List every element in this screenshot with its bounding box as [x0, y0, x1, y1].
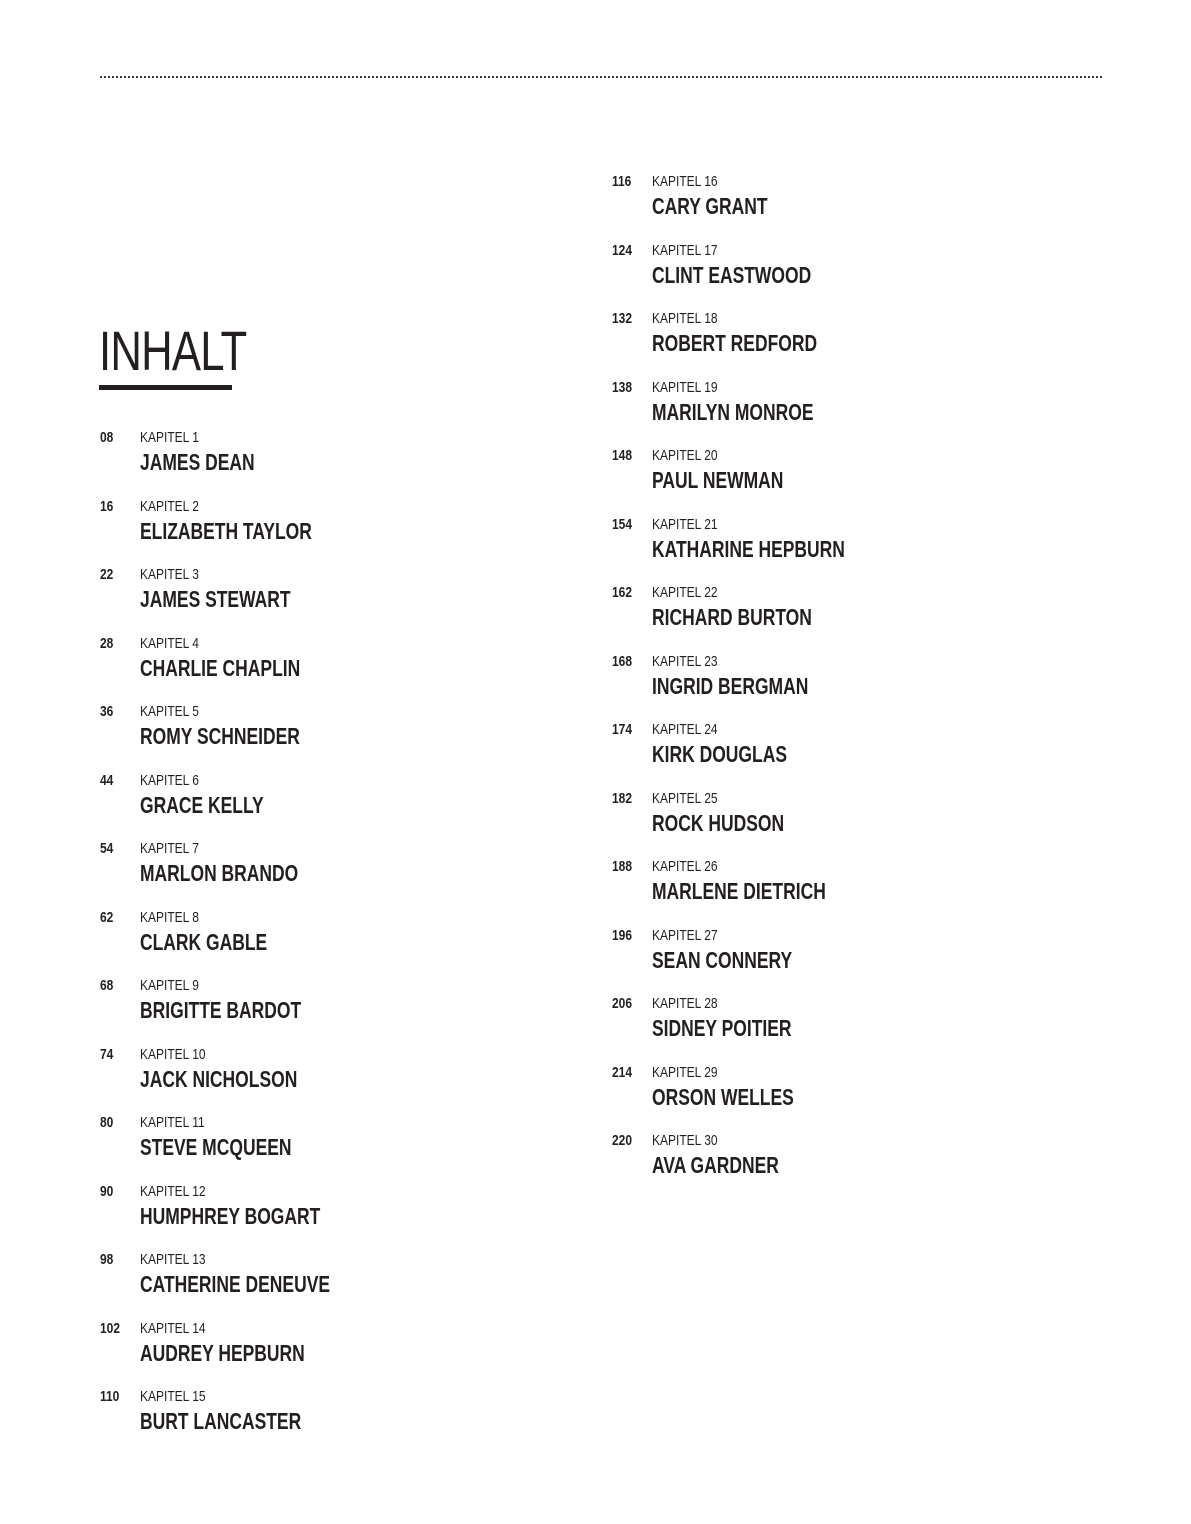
toc-chapter-label: KAPITEL 23	[652, 652, 718, 670]
toc-chapter-label: KAPITEL 9	[140, 977, 199, 994]
toc-chapter-label: KAPITEL 2	[140, 497, 199, 515]
toc-chapter-name: SIDNEY POITIER	[652, 1015, 792, 1041]
toc-page-number: 214	[612, 1063, 633, 1081]
toc-page-number: 102	[100, 1319, 121, 1337]
toc-page-number: 116	[612, 173, 632, 190]
title-block	[99, 319, 288, 390]
toc-chapter-name: MARILYN MONROE	[652, 398, 814, 425]
toc-page-number: 74	[100, 1045, 114, 1063]
title-underline	[99, 385, 232, 390]
toc-chapter-label: KAPITEL 18	[652, 310, 718, 327]
toc-page-number: 162	[612, 584, 633, 601]
toc-chapter-label: KAPITEL 16	[652, 173, 718, 190]
toc-chapter-label: KAPITEL 13	[140, 1251, 206, 1268]
toc-chapter-label: KAPITEL 14	[140, 1319, 206, 1337]
toc-chapter-label: KAPITEL 19	[652, 378, 718, 396]
toc-page-number: 08	[100, 429, 114, 446]
toc-page-number: 110	[100, 1388, 120, 1405]
toc-chapter-name: BURT LANCASTER	[140, 1408, 302, 1434]
toc-page-number: 206	[612, 995, 633, 1012]
toc-chapter-label: KAPITEL 26	[652, 858, 718, 875]
toc-chapter-label: KAPITEL 17	[652, 241, 718, 259]
toc-chapter-name: ELIZABETH TAYLOR	[140, 517, 312, 544]
toc-page-number: 22	[100, 566, 114, 583]
toc-chapter-name: STEVE MCQUEEN	[140, 1134, 292, 1160]
toc-chapter-label: KAPITEL 21	[652, 515, 718, 533]
toc-page-number: 90	[100, 1182, 114, 1200]
toc-page-number: 124	[612, 241, 633, 259]
toc-chapter-name: MARLENE DIETRICH	[652, 878, 826, 904]
toc-chapter-name: ROCK HUDSON	[652, 809, 785, 836]
toc-chapter-label: KAPITEL 29	[652, 1063, 718, 1081]
toc-page-number: 68	[100, 977, 114, 994]
toc-page-number: 188	[612, 858, 633, 875]
toc-chapter-name: BRIGITTE BARDOT	[140, 997, 302, 1023]
toc-chapter-name: CHARLIE CHAPLIN	[140, 654, 301, 681]
toc-chapter-name: PAUL NEWMAN	[652, 467, 784, 493]
top-dotted-rule	[100, 76, 1102, 78]
toc-chapter-name: CLINT EASTWOOD	[652, 261, 812, 288]
toc-chapter-name: CLARK GABLE	[140, 928, 268, 955]
toc-page-number: 98	[100, 1251, 114, 1268]
toc-chapter-label: KAPITEL 4	[140, 634, 199, 652]
toc-page-number: 182	[612, 789, 633, 807]
toc-chapter-name: AVA GARDNER	[652, 1152, 779, 1178]
toc-chapter-label: KAPITEL 7	[140, 840, 199, 857]
toc-chapter-name: JAMES DEAN	[140, 449, 255, 475]
toc-chapter-label: KAPITEL 6	[140, 771, 199, 789]
page-title: INHALT	[99, 319, 247, 382]
toc-chapter-label: KAPITEL 10	[140, 1045, 206, 1063]
toc-chapter-name: MARLON BRANDO	[140, 860, 299, 886]
toc-chapter-name: KIRK DOUGLAS	[652, 741, 787, 767]
toc-chapter-label: KAPITEL 30	[652, 1132, 718, 1149]
toc-page-number: 196	[612, 926, 633, 944]
toc-chapter-name: CATHERINE DENEUVE	[140, 1271, 331, 1297]
toc-page-number: 148	[612, 447, 633, 464]
toc-chapter-name: KATHARINE HEPBURN	[652, 535, 845, 562]
toc-page-number: 16	[100, 497, 114, 515]
toc-chapter-label: KAPITEL 12	[140, 1182, 206, 1200]
toc-page-number: 132	[612, 310, 633, 327]
toc-page-number: 44	[100, 771, 114, 789]
toc-chapter-name: CARY GRANT	[652, 193, 768, 219]
toc-page-number: 168	[612, 652, 633, 670]
toc-page-number: 220	[612, 1132, 633, 1149]
toc-chapter-label: KAPITEL 15	[140, 1388, 206, 1405]
toc-page-number: 174	[612, 721, 633, 738]
toc-chapter-label: KAPITEL 8	[140, 908, 199, 926]
toc-chapter-label: KAPITEL 27	[652, 926, 718, 944]
toc-page-number: 36	[100, 703, 114, 720]
toc-chapter-label: KAPITEL 1	[140, 429, 199, 446]
toc-chapter-name: SEAN CONNERY	[652, 946, 793, 973]
toc-chapter-label: KAPITEL 28	[652, 995, 718, 1012]
toc-chapter-label: KAPITEL 24	[652, 721, 718, 738]
toc-page-number: 28	[100, 634, 114, 652]
toc-chapter-label: KAPITEL 25	[652, 789, 718, 807]
toc-chapter-name: INGRID BERGMAN	[652, 672, 809, 699]
toc-page-number: 154	[612, 515, 633, 533]
toc-chapter-label: KAPITEL 22	[652, 584, 718, 601]
toc-page-number: 62	[100, 908, 114, 926]
toc-chapter-name: AUDREY HEPBURN	[140, 1339, 305, 1366]
toc-page-number: 80	[100, 1114, 114, 1131]
toc-chapter-name: ROBERT REDFORD	[652, 330, 818, 356]
toc-chapter-name: JAMES STEWART	[140, 586, 291, 612]
toc-chapter-name: GRACE KELLY	[140, 791, 264, 818]
toc-chapter-name: ROMY SCHNEIDER	[140, 723, 300, 749]
toc-chapter-label: KAPITEL 20	[652, 447, 718, 464]
toc-chapter-label: KAPITEL 11	[140, 1114, 205, 1131]
toc-chapter-name: RICHARD BURTON	[652, 604, 812, 630]
toc-chapter-label: KAPITEL 5	[140, 703, 199, 720]
toc-chapter-label: KAPITEL 3	[140, 566, 199, 583]
toc-page-number: 138	[612, 378, 633, 396]
toc-chapter-name: HUMPHREY BOGART	[140, 1202, 321, 1229]
toc-chapter-name: ORSON WELLES	[652, 1083, 794, 1110]
toc-page-number: 54	[100, 840, 114, 857]
toc-chapter-name: JACK NICHOLSON	[140, 1065, 298, 1092]
